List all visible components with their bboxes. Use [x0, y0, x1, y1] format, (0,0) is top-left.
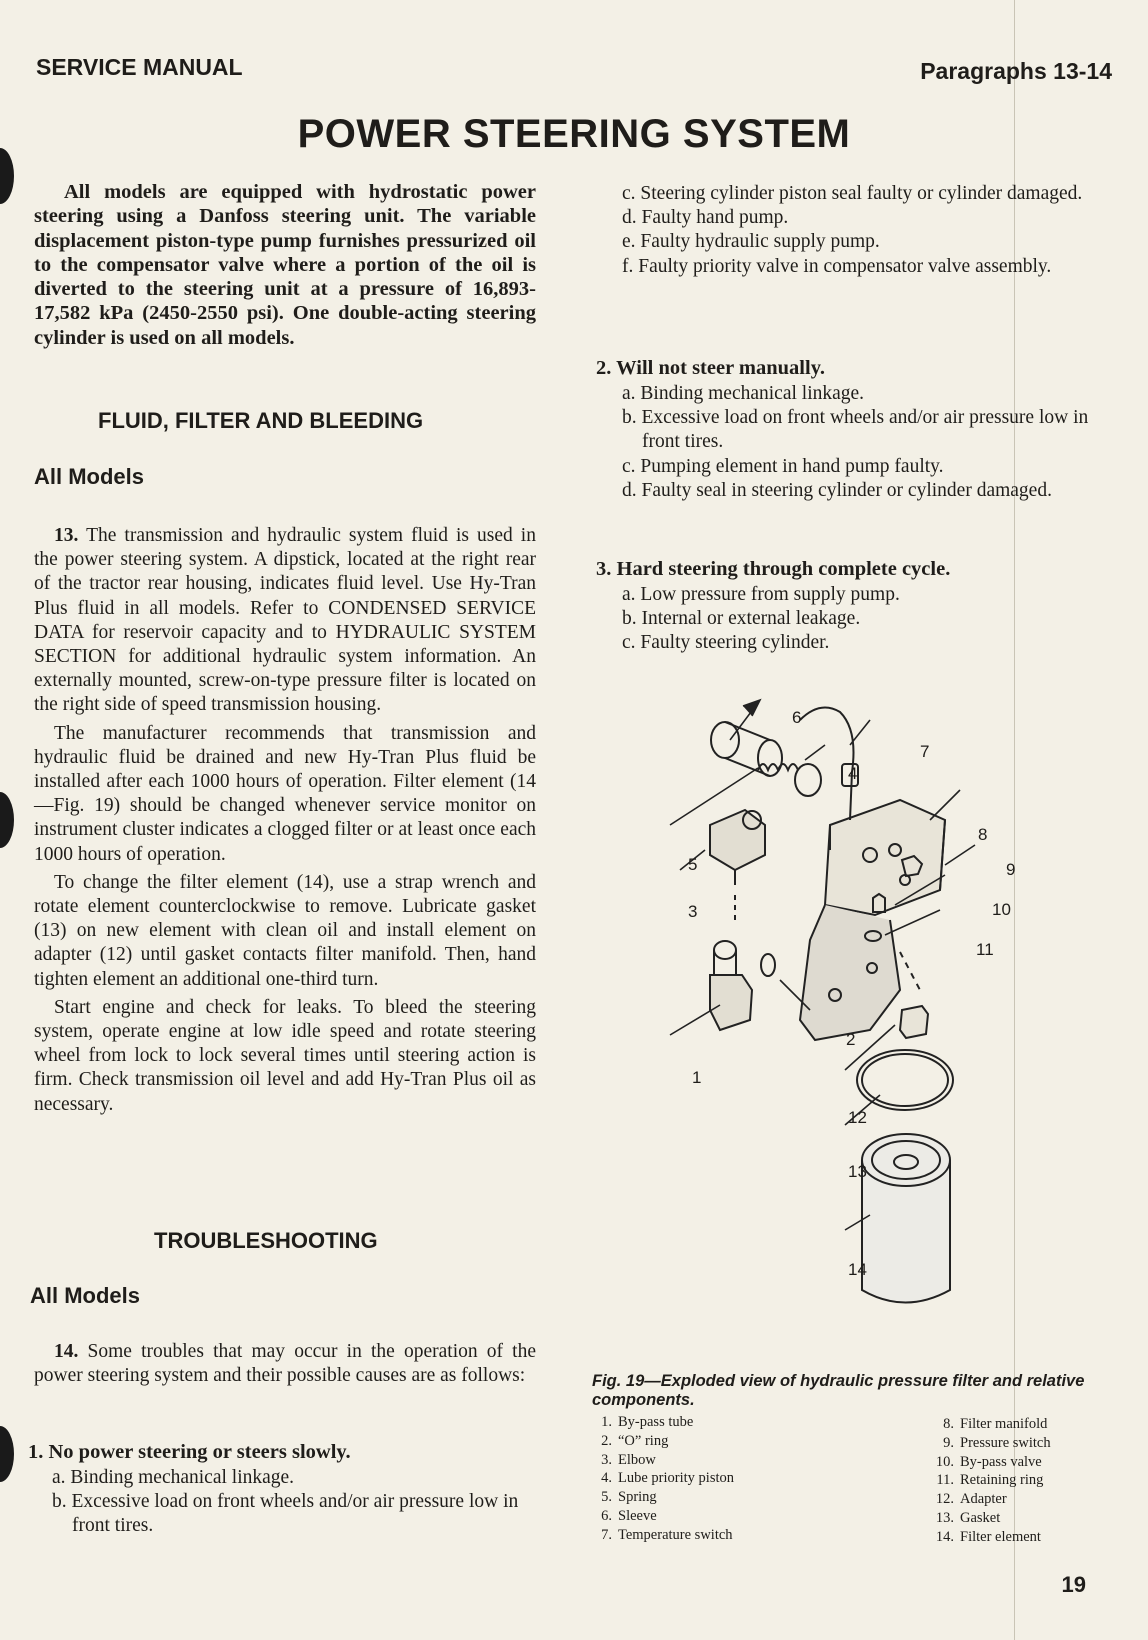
cause-item: b. Excessive load on front wheels and/or air pressure low in front tires. [622, 407, 1089, 453]
figure-caption: Fig. 19—Exploded view of hydraulic pressure filter and relative components. [592, 1372, 1085, 1409]
legend-item: 12. Adapter [935, 1491, 1007, 1508]
paragraph-number: 14. [54, 1341, 79, 1362]
problem-1-continued [622, 182, 1098, 279]
cause-item: e. Faulty hydraulic supply pump. [622, 231, 880, 253]
cause-item: d. Faulty hand pump. [622, 207, 789, 229]
cause-item: a. Binding mechanical linkage. [622, 383, 865, 404]
fluid-section-body [34, 524, 536, 1121]
problem-2 [596, 356, 1098, 503]
section-heading-fluid: FLUID, FILTER AND BLEEDING [98, 408, 424, 433]
legend-item: 5. Spring [601, 1489, 657, 1506]
figure-legend-left [584, 1413, 844, 1545]
filter-element-drawing [862, 1134, 950, 1303]
section-heading-troubleshooting: TROUBLESHOOTING [154, 1228, 378, 1253]
cause-item: a. Binding mechanical linkage. [52, 1467, 295, 1488]
cause-item: b. Excessive load on front wheels and/or air pressure low in front tires. [52, 1491, 519, 1537]
legend-item: 9. Pressure switch [943, 1434, 1051, 1451]
problem-1 [28, 1440, 534, 1539]
paragraph: Start engine and check for leaks. To bleed the steering system, operate engine at low idle speed and rotate steering wheel from lock to lock several times until steering action is firm. Check transmission oil level and add Hy-Tran Plus oil as necessary. [34, 996, 536, 1115]
subheading-all-models: All Models [30, 1283, 141, 1308]
binding-hole-mark [0, 1426, 14, 1482]
legend-item: 6. Sleeve [601, 1507, 657, 1524]
problem-title: 1. No power steering or steers slowly. [28, 1441, 351, 1463]
running-header-right: Paragraphs 13-14 [920, 58, 1112, 84]
legend-item: 11. Retaining ring [936, 1472, 1044, 1489]
callout-number: 8 [978, 825, 988, 844]
cause-item: b. Internal or external leakage. [622, 608, 861, 630]
problem-title: 2. Will not steer manually. [596, 357, 825, 379]
callout-number: 6 [792, 708, 802, 727]
page-title: POWER STEERING SYSTEM [297, 112, 851, 156]
legend-item: 4. Lube priority piston [601, 1470, 734, 1487]
filter-manifold-drawing [800, 800, 945, 1040]
elbow-drawing [710, 810, 765, 925]
callout-number: 3 [688, 902, 698, 921]
callout-number: 5 [688, 855, 698, 874]
figure-legend-right [926, 1415, 1106, 1547]
cause-item: c. Steering cylinder piston seal faulty or cylinder damaged. [622, 183, 1083, 204]
legend-item: 10. By-pass valve [935, 1453, 1042, 1470]
paragraph-13 [34, 524, 536, 718]
cause-item: d. Faulty seal in steering cylinder or cylinder damaged. [622, 479, 1052, 501]
callout-number: 11 [976, 940, 994, 959]
running-header-left: SERVICE MANUAL [36, 54, 243, 80]
callout-number: 1 [692, 1068, 702, 1087]
callout-number: 4 [848, 764, 858, 783]
cause-item: f. Faulty priority valve in compensator valve assembly. [622, 255, 1052, 277]
troubleshooting-intro [34, 1340, 536, 1392]
paragraph-number: 13. [54, 525, 79, 546]
exploded-view-illustration [640, 690, 1040, 1370]
callout-number: 2 [846, 1030, 856, 1049]
problem-3 [596, 557, 1098, 656]
callout-number: 10 [992, 900, 1011, 919]
paragraph: To change the filter element (14), use a strap wrench and rotate element counterclockwise to remove. Lubricate gasket (13) on new element with clean oil and install element on adapter (12) until gasket contacts filter manifold. Then, hand tighten element an additional one-third turn. [34, 871, 536, 990]
legend-item: 1. By-pass tube [601, 1414, 694, 1430]
callout-number: 14 [848, 1260, 867, 1279]
paragraph-text: Some troubles that may occur in the operation of the power steering system and their possible causes are as follows: [34, 1341, 536, 1387]
binding-hole-mark [0, 792, 14, 848]
legend-item: 2. “O” ring [601, 1432, 669, 1449]
callout-number: 13 [848, 1162, 867, 1181]
adapter-drawing [900, 1006, 928, 1038]
legend-item: 8. Filter manifold [943, 1416, 1048, 1432]
paragraph: The manufacturer recommends that transmission and hydraulic fluid be drained and new Hy-Tran Plus fluid be installed after each 1000 hours of operation. Filter element (14—Fig. 19) should be changed whenever service monitor on instrument cluster indicates a clogged filter or at least once each 1000 hours of operation. [34, 722, 536, 865]
gasket-drawing [857, 1050, 953, 1110]
legend-item: 13. Gasket [935, 1509, 1001, 1526]
legend-item: 3. Elbow [601, 1451, 656, 1468]
cause-item: a. Low pressure from supply pump. [622, 584, 900, 605]
cause-item: c. Pumping element in hand pump faulty. [622, 455, 944, 477]
legend-item: 7. Temperature switch [601, 1526, 733, 1543]
cause-item: c. Faulty steering cylinder. [622, 632, 830, 654]
subheading-all-models: All Models [34, 464, 145, 489]
paragraph-text: The transmission and hydraulic system fluid is used in the power steering system. A dipstick, located at the right rear of the tractor rear housing, indicates fluid level. Use Hy-Tran Plus fluid in all models. Refer to CONDENSED SERVICE DATA for reservoir capacity and to HYDRAULIC SYSTEM SECTION for additional hydraulic system information. An externally mounted, screw-on-type pressure filter is located on the right side of speed transmission housing. [34, 525, 536, 716]
bypass-tube-drawing [710, 941, 775, 1030]
intro-paragraph: All models are equipped with hydrostatic power steering using a Danfoss steering unit. The variable displacement piston-type pump furnishes pressurized oil to the compensator valve where a portion of the oil is diverted to the steering unit at a pressure of 16,893-17,582 kPa (2450-2550 psi). One double-acting steering cylinder is used on all models. [34, 181, 536, 349]
callout-number: 9 [1006, 860, 1016, 879]
sleeve-spring-piston [711, 722, 821, 796]
legend-item: 14. Filter element [935, 1528, 1041, 1545]
paragraph-14 [34, 1340, 536, 1388]
callout-number: 7 [920, 742, 930, 761]
page-number: 19 [1061, 1572, 1086, 1597]
problem-title: 3. Hard steering through complete cycle. [596, 558, 951, 580]
callout-number: 12 [848, 1108, 867, 1127]
